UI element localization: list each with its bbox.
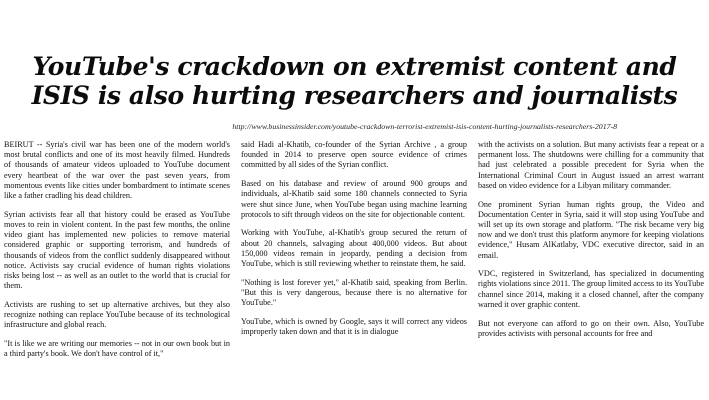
paragraph: said Hadi al-Khatib, co-founder of the Syrian Archive , a group founded in 2014 to preserve open source evidence of crimes committed by all sides of the Syrian conflict. xyxy=(241,140,467,170)
source-url: http://www.businessinsider.com/youtube-crackdown-terrorist-extremist-isis-content-hurting-journalists-researchers-2017-8 xyxy=(232,122,617,131)
paragraph: One prominent Syrian human rights group, the Video and Documentation Center in Syria, said it will stop using YouTube and will set up its own storage and platform. "The risk became very big now and we don't trust this platform anymore for keeping violations evidence," Husam AlKatlaby, VDC executive director, said in an email. xyxy=(478,199,704,260)
paragraph: Syrian activists fear all that history could be erased as YouTube moves to rein in violent content. In the past few months, the online video giant has implemented new policies to remove material considered graphic or supporting terrorism, and hundreds of thousands of videos from the conflict suddenly disappeared without notice. Activists say crucial evidence of human rights violations risks being lost -- as well as an outlet to the world that is crucial for them. xyxy=(4,209,230,291)
article-headline: YouTube's crackdown on extremist content and ISIS is also hurting researchers and journalists xyxy=(31,52,678,110)
paragraph: Working with YouTube, al-Khatib's group secured the return of about 20 channels, salvaging about 400,000 videos. But about 150,000 videos remain in jeopardy, pending a decision from YouTube, which is still reviewing whether to reinstate them, he said. xyxy=(241,228,467,269)
paragraph: Activists are rushing to set up alternative archives, but they also recognize nothing can replace YouTube because of its technological infrastructure and global reach. xyxy=(4,299,230,330)
paragraph: "Nothing is lost forever yet," al-Khatib said, speaking from Berlin. "But this is very dangerous, because there is no alternative for YouTube." xyxy=(241,277,467,308)
paragraph: YouTube, which is owned by Google, says it will correct any videos improperly taken down and that it is in dialogue xyxy=(241,316,467,337)
paragraph: BEIRUT -- Syria's civil war has been one of the modern world's most brutal conflicts and one of its most heavily filmed. Hundreds of thousands of amateur videos uploaded to YouTube document every heartbeat of the war over the past seven years, from momentous events like cities under bombardment to intimate scenes like a father cradling his dead children. xyxy=(4,140,230,201)
paragraph: But not everyone can afford to go on their own. Also, YouTube provides activists with personal accounts for free and xyxy=(478,318,704,338)
paragraph: Based on his database and review of around 900 groups and individuals, al-Khatib said some 180 channels connected to Syria were shut since June, when YouTube began using machine learning protocols to sift through videos on the site for objectionable content. xyxy=(241,179,467,219)
article-column-3 xyxy=(478,140,704,400)
article-column-2 xyxy=(241,140,467,400)
paragraph: VDC, registered in Switzerland, has specialized in documenting rights violations since 2011. The group limited access to its YouTube channel since 2014, making it a closed channel, after the company warned it over graphic content. xyxy=(478,269,704,309)
paragraph: with the activists on a solution. But many activists fear a repeat or a permanent loss. The shutdowns were chilling for a community that had just celebrated a possible precedent for Syria when the International Criminal Court in August issued an arrest warrant based on video evidence for a Libyan military commander. xyxy=(478,140,704,190)
paragraph: "It is like we are writing our memories -- not in our own book but in a third party's book. We don't have control of it," xyxy=(4,338,230,359)
article-body xyxy=(4,140,704,400)
article-column-1 xyxy=(4,140,230,400)
